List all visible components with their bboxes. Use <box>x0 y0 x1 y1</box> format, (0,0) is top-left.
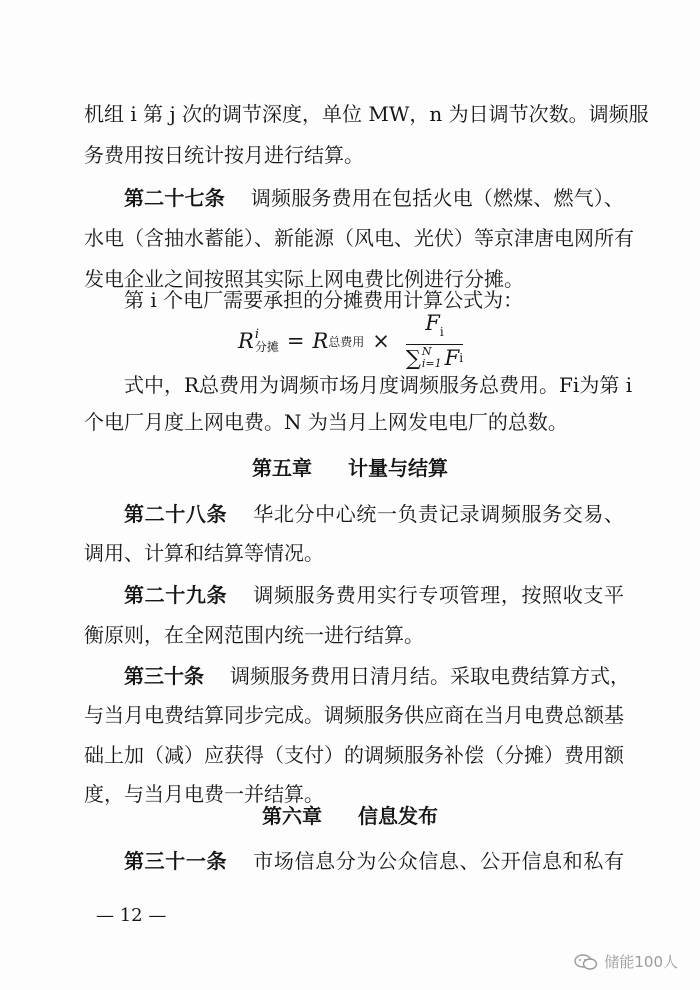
formula-fraction <box>406 311 463 371</box>
chapter-number: 第六章 <box>262 804 322 828</box>
chapter-title: 信息发布 <box>358 804 438 828</box>
cost-sharing-formula <box>238 313 463 369</box>
article-label: 第三十一条 <box>124 849 228 873</box>
chapter-heading <box>0 453 700 483</box>
formula-lhs-sup: i <box>254 327 259 342</box>
article-27-line <box>124 183 624 213</box>
numerator-sub: i <box>439 325 444 339</box>
article-text: 调频服务费用实行专项管理，按照收支平 <box>253 583 625 607</box>
para-line: 衡原则，在全网范围内统一进行结算。 <box>84 623 424 647</box>
formula-times: × <box>372 329 390 353</box>
article-28-line <box>124 499 624 529</box>
para-line: 发电企业之间按照其实际上网电费比例进行分摊。 <box>84 267 524 291</box>
sigma-upper: N <box>421 345 432 358</box>
chapter-number: 第五章 <box>252 456 312 480</box>
page-number: — 12 — <box>96 905 167 926</box>
para-line: 务费用按日统计按月进行结算。 <box>84 143 364 167</box>
watermark <box>574 951 678 972</box>
chapter-title: 计量与结算 <box>348 456 448 480</box>
sigma-symbol: ∑ <box>405 346 421 370</box>
para-line: 机组 i 第 j 次的调节深度，单位 MW，n 为日调节次数。调频服 <box>84 102 649 126</box>
numerator-var: F <box>425 311 440 335</box>
denominator-var: F <box>444 346 460 370</box>
article-text: 调频服务费用在包括火电（燃煤、燃气）、 <box>250 186 625 210</box>
chapter-heading <box>0 801 700 831</box>
fraction-denominator <box>406 345 463 371</box>
article-label: 第三十条 <box>124 664 204 688</box>
denominator-sub: i <box>459 351 464 365</box>
para-line: 础上加（减）应获得（支付）的调频服务补偿（分摊）费用额 <box>84 743 624 767</box>
formula-intro: 第 i 个电厂需要承担的分摊费用计算公式为： <box>124 288 524 312</box>
formula-rhs-sub: 总费用 <box>328 334 365 349</box>
article-label: 第二十九条 <box>124 583 228 607</box>
formula-rhs-var: R <box>312 329 329 353</box>
formula-explanation: 个电厂月度上网电费。N 为当月上网发电电厂的总数。 <box>84 410 568 434</box>
para-line: 调用、计算和结算等情况。 <box>84 541 324 565</box>
para-line: 水电（含抽水蓄能）、新能源（风电、光伏）等京津唐电网所有 <box>84 226 634 250</box>
fraction-numerator <box>419 311 449 344</box>
sigma-lower: i=1 <box>421 357 442 370</box>
article-text: 调频服务费用日清月结。采取电费结算方式， <box>230 664 630 688</box>
article-text: 华北分中心统一负责记录调频服务交易、 <box>253 502 625 526</box>
article-text: 市场信息分为公众信息、公开信息和私有 <box>253 849 625 873</box>
article-29-line <box>124 580 624 610</box>
para-line: 度，与当月电费一并结算。 <box>84 782 324 806</box>
article-label: 第二十八条 <box>124 502 228 526</box>
formula-lhs-sub: 分摊 <box>254 340 279 354</box>
wechat-icon <box>574 954 598 970</box>
sigma-limits <box>422 346 442 370</box>
para-line: 与当月电费结算同步完成。调频服务供应商在当月电费总额基 <box>84 703 624 727</box>
article-31-line <box>124 846 624 876</box>
watermark-text: 储能100人 <box>604 953 678 971</box>
article-30-line <box>124 661 630 691</box>
formula-equals: = <box>286 329 305 353</box>
formula-explanation: 式中，R总费用为调频市场月度调频服务总费用。Fi为第 i <box>124 373 633 397</box>
article-label: 第二十七条 <box>124 186 225 210</box>
formula-lhs-var: R <box>238 329 254 353</box>
